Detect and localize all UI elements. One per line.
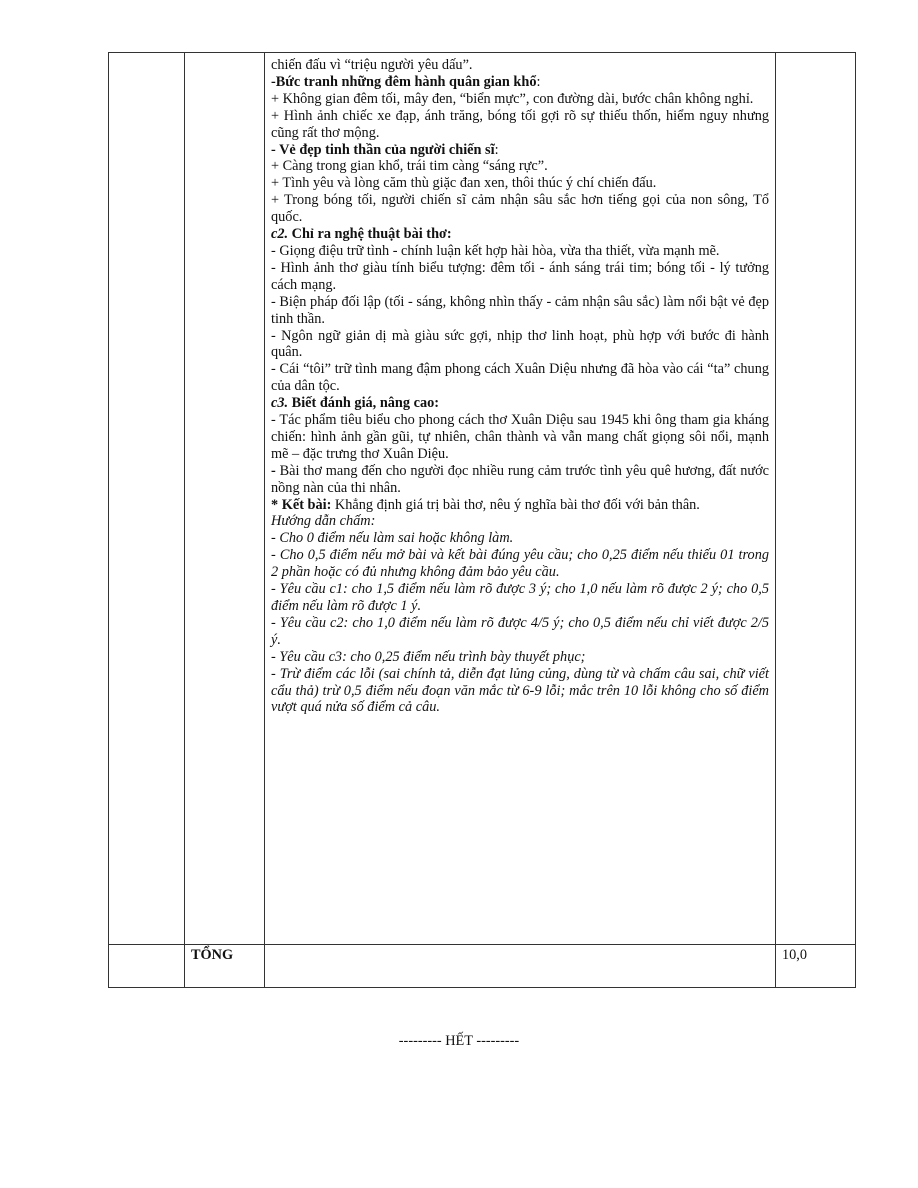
- text-line: - Giọng điệu trữ tình - chính luận kết hợp hài hòa, vừa tha thiết, vừa mạnh mẽ.: [271, 242, 720, 259]
- grading-line: - Trừ điểm các lỗi (sai chính tả, diễn đạt lủng củng, dùng từ và chấm câu sai, chữ viết cẩu thả) trừ 0,5 điểm nếu đoạn văn mắc từ 6-9 lỗi; mắc trên 10 lỗi không cho số điểm vượt quá nửa số điểm cả câu.: [271, 665, 769, 716]
- text-line: - Cái “tôi” trữ tình mang đậm phong cách Xuân Diệu nhưng đã hòa vào cái “ta” chung của dân tộc.: [271, 361, 769, 395]
- c2-heading: c2. Chỉ ra nghệ thuật bài thơ:: [271, 226, 452, 243]
- total-row: [109, 945, 856, 988]
- text-line: + Không gian đêm tối, mây đen, “biển mực”, con đường dài, bước chân không nghỉ.: [271, 90, 754, 107]
- part-cell: [185, 53, 265, 945]
- text-line: + Hình ảnh chiếc xe đạp, ánh trăng, bóng tối gợi rõ sự thiếu thốn, hiểm nguy nhưng cũng rất thơ mộng.: [271, 107, 769, 141]
- text-line: + Trong bóng tối, người chiến sĩ cảm nhận sâu sắc hơn tiếng gọi của non sông, Tổ quốc.: [271, 192, 769, 226]
- answer-content-cell: [265, 53, 776, 945]
- section-heading: -Bức tranh những đêm hành quân gian khổ:: [271, 73, 541, 90]
- question-number-cell: [109, 53, 185, 945]
- grading-line: - Cho 0 điểm nếu làm sai hoặc không làm.: [271, 530, 514, 547]
- grading-line: - Yêu cầu c3: cho 0,25 điểm nếu trình bày thuyết phục;: [271, 648, 586, 665]
- text-line: - Tác phẩm tiêu biểu cho phong cách thơ Xuân Diệu sau 1945 khi ông tham gia kháng chiến: hình ảnh gần gũi, tự nhiên, chân thành và vẫn mang chất giọng sôi nổi, mạnh mẽ – đặc trưng thơ Xuân Diệu.: [271, 412, 769, 462]
- grading-line: - Yêu cầu c1: cho 1,5 điểm nếu làm rõ được 3 ý; cho 1,0 nếu làm rõ được 2 ý; cho 0,5 điểm nếu làm rõ được 1 ý.: [271, 581, 769, 614]
- text-line: + Tình yêu và lòng căm thù giặc đan xen, thôi thúc ý chí chiến đấu.: [271, 175, 657, 192]
- grading-guide-title: Hướng dẫn chấm:: [271, 513, 376, 530]
- grading-line: - Cho 0,5 điểm nếu mở bài và kết bài đúng yêu cầu; cho 0,25 điểm nếu thiếu 01 trong 2 phần hoặc có đủ nhưng không đảm bảo yêu cầu.: [271, 547, 769, 581]
- text-line: - Hình ảnh thơ giàu tính biểu tượng: đêm tối - ánh sáng trái tim; bóng tối - lý tưởng cách mạng.: [271, 259, 769, 293]
- score-cell: [776, 53, 856, 945]
- conclusion-line: * Kết bài: Khẳng định giá trị bài thơ, nêu ý nghĩa bài thơ đối với bản thân.: [271, 496, 700, 513]
- content-row: [109, 53, 856, 945]
- total-score: 10,0: [776, 945, 856, 988]
- text-line: - Biện pháp đối lập (tối - sáng, không nhìn thấy - cảm nhận sâu sắc) làm nổi bật vẻ đẹp tinh thần.: [271, 293, 769, 327]
- text-line: - Bài thơ mang đến cho người đọc nhiều rung cảm trước tình yêu quê hương, đất nước nồng nàn của thi nhân.: [271, 462, 769, 496]
- text-line: - Ngôn ngữ giản dị mà giàu sức gợi, nhịp thơ linh hoạt, phù hợp với bước đi hành quân.: [271, 327, 769, 361]
- c3-heading: c3. Biết đánh giá, nâng cao:: [271, 395, 440, 412]
- answer-key-table: [108, 52, 856, 988]
- grading-line: - Yêu cầu c2: cho 1,0 điểm nếu làm rõ được 4/5 ý; cho 0,5 điểm nếu chỉ viết được 2/5 ý.: [271, 614, 769, 648]
- total-label: TỔNG: [185, 945, 265, 988]
- text-line: chiến đấu vì “triệu người yêu dấu”.: [271, 57, 473, 73]
- end-marker: --------- HẾT ---------: [398, 1033, 520, 1049]
- text-line: + Càng trong gian khổ, trái tim càng “sáng rực”.: [271, 158, 548, 175]
- total-content-cell: [265, 945, 776, 988]
- total-empty-cell: [109, 945, 185, 988]
- section-heading: - Vẻ đẹp tinh thần của người chiến sĩ:: [271, 141, 499, 158]
